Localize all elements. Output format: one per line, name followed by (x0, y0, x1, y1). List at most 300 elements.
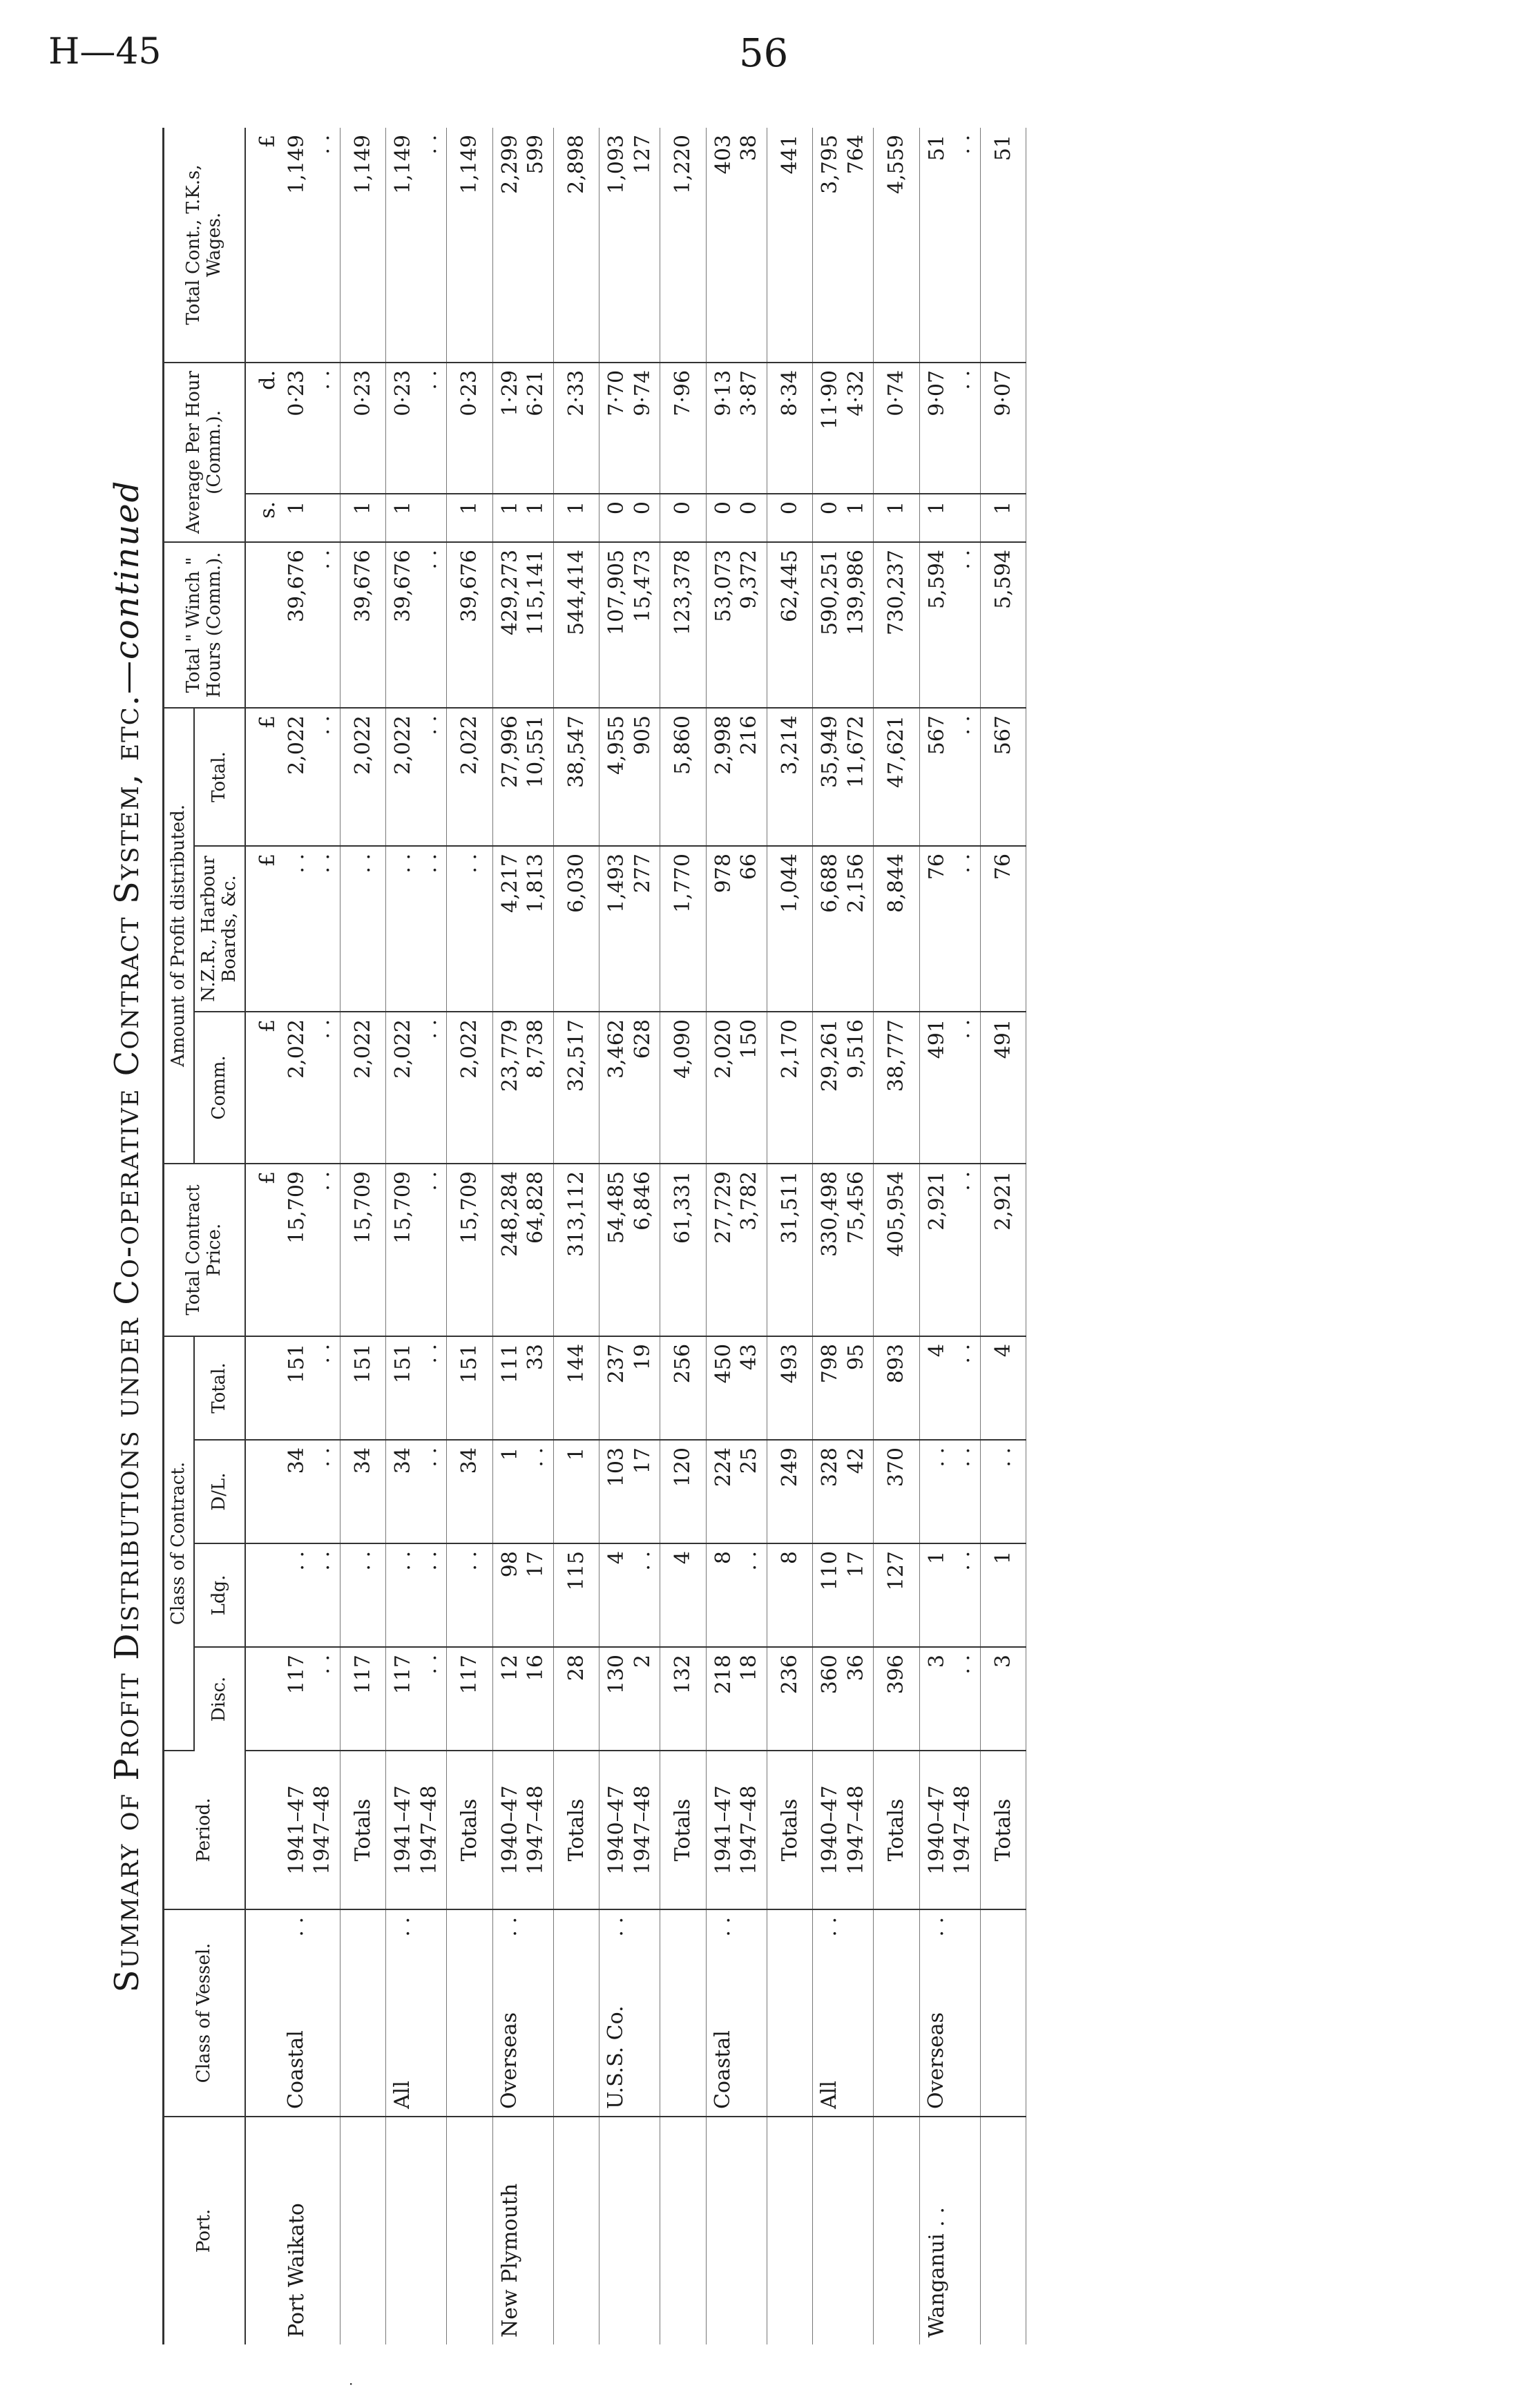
total-profit-total-cell (447, 708, 493, 846)
totals-row (340, 128, 386, 2344)
profit-total-value: 567 (924, 715, 949, 755)
ldg-value: 98 (497, 1551, 522, 1578)
period-value: 1947–48 (737, 1785, 762, 1875)
total-disc-cell (660, 1647, 707, 1751)
total-nzr-value: 76 (990, 853, 1015, 880)
contract-price-value: 3,782 (737, 1171, 762, 1231)
total-contract-price-cell (980, 1164, 1026, 1336)
units-row (245, 128, 280, 2344)
avg-s-value: 1 (843, 501, 868, 515)
avg-s-cell (706, 494, 767, 542)
total-contract-price-value: 31,511 (777, 1171, 802, 1244)
ldg-value: 17 (843, 1551, 868, 1578)
period-value: 1947–48 (416, 1785, 441, 1875)
comm-value: 23,779 (497, 1019, 522, 1092)
avg-d-value: . . (416, 369, 441, 390)
empty-cell (340, 2117, 386, 2344)
comm-cell (813, 1012, 874, 1164)
total-cont-value: 1,093 (604, 134, 629, 194)
total-contract-price-cell (874, 1164, 920, 1336)
winch-hours-cell (599, 542, 660, 708)
total-comm-value: 32,517 (564, 1019, 588, 1092)
totals-label-cell (447, 1751, 493, 1909)
total-dl-cell (553, 1440, 599, 1543)
total-nzr-value: 8,844 (884, 853, 909, 913)
total-comm-cell (874, 1012, 920, 1164)
port-name: Port Waikato (284, 2203, 309, 2338)
total-cell (919, 1336, 980, 1440)
dl-value: 103 (604, 1447, 629, 1487)
table-header (164, 128, 245, 2344)
total-cont-cell (919, 128, 980, 363)
total-value: 111 (497, 1343, 522, 1384)
total-value: . . (950, 1343, 975, 1364)
totals-label: Totals (990, 1798, 1015, 1862)
totals-row (980, 128, 1026, 2344)
table-row (492, 128, 553, 2344)
total-total-cont-cell (660, 128, 707, 363)
total-total-value: 493 (777, 1343, 802, 1384)
total-avg-s-value: 1 (884, 501, 909, 515)
comm-value: 29,261 (818, 1019, 843, 1092)
total-cont-value: . . (950, 134, 975, 155)
profit-total-value: 4,955 (604, 715, 629, 775)
nzr-value: . . (950, 853, 975, 874)
total-avg-d-value: 0·74 (884, 369, 909, 416)
unit-total-cont: £ (245, 128, 280, 363)
total-total-value: 893 (884, 1343, 909, 1384)
nzr-value: . . (391, 853, 416, 874)
total-avg-d-cell (874, 363, 920, 494)
total-nzr-cell (553, 846, 599, 1012)
disc-value: 12 (497, 1655, 522, 1682)
nzr-value: . . (284, 853, 309, 874)
total-total-value: 151 (350, 1343, 375, 1384)
totals-row (553, 128, 599, 2344)
contract-price-value: 15,709 (284, 1171, 309, 1244)
period-cell (919, 1751, 980, 1909)
disc-value: . . (950, 1655, 975, 1675)
total-ldg-value: 115 (564, 1551, 588, 1591)
avg-d-value: 9·13 (711, 369, 736, 416)
total-total-value: 151 (457, 1343, 482, 1384)
winch-hours-value: 39,676 (391, 549, 416, 622)
total-total-cont-value: 1,149 (350, 134, 375, 194)
total-total-cont-cell (767, 128, 813, 363)
total-total-cell (660, 1336, 707, 1440)
total-avg-s-cell (553, 494, 599, 542)
avg-d-cell (919, 363, 980, 494)
total-avg-d-cell (553, 363, 599, 494)
total-ldg-value: 8 (777, 1551, 802, 1565)
total-contract-price-value: 15,709 (457, 1171, 482, 1244)
header-ldg: Ldg. (194, 1543, 245, 1647)
dl-value: 328 (818, 1447, 843, 1487)
total-contract-price-cell (447, 1164, 493, 1336)
dl-value: . . (950, 1447, 975, 1467)
total-dl-value: 249 (777, 1447, 802, 1487)
comm-cell (919, 1012, 980, 1164)
disc-value: 117 (391, 1655, 416, 1695)
total-dl-value: 34 (457, 1447, 482, 1474)
total-cont-value: 2,299 (497, 134, 522, 194)
winch-hours-value: 5,594 (924, 549, 949, 609)
table-row (813, 128, 874, 2344)
unit-comm: £ (245, 1012, 280, 1164)
contract-price-cell (280, 1164, 340, 1336)
total-profit-total-cell (340, 708, 386, 846)
total-avg-s-value: 1 (564, 501, 588, 515)
total-ldg-cell (553, 1543, 599, 1647)
period-cell (813, 1751, 874, 1909)
contract-price-value: . . (310, 1171, 335, 1191)
contract-price-cell (919, 1164, 980, 1336)
ldg-cell (280, 1543, 340, 1647)
nzr-value: 2,156 (843, 853, 868, 913)
profit-total-value: 35,949 (818, 715, 843, 788)
totals-label: Totals (457, 1798, 482, 1862)
total-profit-total-cell (980, 708, 1026, 846)
total-ldg-value: 127 (884, 1551, 909, 1591)
winch-hours-value: 115,141 (524, 549, 548, 636)
avg-s-value: 0 (737, 501, 762, 515)
total-disc-cell (553, 1647, 599, 1751)
avg-s-cell (919, 494, 980, 542)
comm-value: . . (310, 1019, 335, 1039)
total-profit-total-cell (874, 708, 920, 846)
profit-total-value: 2,022 (391, 715, 416, 775)
ldg-value: . . (416, 1551, 441, 1571)
table-row (280, 128, 340, 2344)
nzr-value: 76 (924, 853, 949, 880)
total-winch-hours-cell (447, 542, 493, 708)
winch-hours-value: 39,676 (284, 549, 309, 622)
total-profit-total-cell (553, 708, 599, 846)
total-nzr-cell (447, 846, 493, 1012)
total-disc-cell (767, 1647, 813, 1751)
disc-cell (919, 1647, 980, 1751)
total-cont-cell (599, 128, 660, 363)
total-profit-total-value: 3,214 (777, 715, 802, 775)
dl-value: 17 (630, 1447, 655, 1474)
total-cell (492, 1336, 553, 1440)
total-total-value: 256 (671, 1343, 695, 1384)
total-value: 4 (924, 1343, 949, 1358)
header-class-of-contract: Class of Contract. (164, 1336, 194, 1751)
nzr-cell (492, 846, 553, 1012)
vessel-cell (919, 1909, 980, 2117)
comm-value: 491 (924, 1019, 949, 1059)
ldg-value: . . (391, 1551, 416, 1571)
totals-label: Totals (777, 1798, 802, 1862)
avg-d-value: 7·70 (604, 369, 629, 416)
vessel-cell (706, 1909, 767, 2117)
total-total-cont-value: 1,220 (671, 134, 695, 194)
port-cell (280, 2117, 340, 2344)
total-avg-d-cell (767, 363, 813, 494)
header-nzr: N.Z.R., Harbour Boards, &c. (194, 846, 245, 1012)
vessel-cell (492, 1909, 553, 2117)
winch-hours-value: 429,273 (497, 549, 522, 636)
port-cell (492, 2117, 553, 2344)
header-port: Port. (164, 2117, 245, 2344)
total-comm-cell (980, 1012, 1026, 1164)
contract-price-value: 15,709 (391, 1171, 416, 1244)
total-profit-total-cell (660, 708, 707, 846)
avg-d-value: 9·07 (924, 369, 949, 416)
total-cell (706, 1336, 767, 1440)
header-profit-total: Total. (194, 708, 245, 846)
total-avg-s-value: 1 (350, 501, 375, 515)
winch-hours-cell (919, 542, 980, 708)
profit-total-value: . . (416, 715, 441, 735)
empty-cell (980, 2117, 1026, 2344)
period-cell (492, 1751, 553, 1909)
total-ldg-cell (447, 1543, 493, 1647)
empty-cell (660, 1909, 707, 2117)
dl-value: 224 (711, 1447, 736, 1487)
totals-label-cell (767, 1751, 813, 1909)
unit-avg-d: d. (245, 363, 280, 494)
total-total-cont-value: 4,559 (884, 134, 909, 194)
totals-label-cell (340, 1751, 386, 1909)
period-value: 1947–48 (524, 1785, 548, 1875)
total-comm-value: 2,170 (777, 1019, 802, 1079)
dl-value: . . (310, 1447, 335, 1467)
dl-cell (492, 1440, 553, 1543)
comm-value: 8,738 (524, 1019, 548, 1079)
total-contract-price-cell (553, 1164, 599, 1336)
total-disc-cell (874, 1647, 920, 1751)
period-value: 1947–48 (843, 1785, 868, 1875)
period-value: 1940–47 (818, 1785, 843, 1875)
total-total-cont-value: 51 (990, 134, 1015, 162)
ldg-value: . . (630, 1551, 655, 1571)
empty-cell (874, 1909, 920, 2117)
total-total-cont-cell (340, 128, 386, 363)
winch-hours-value: 53,073 (711, 549, 736, 622)
empty-cell (767, 1909, 813, 2117)
total-dl-cell (767, 1440, 813, 1543)
leader-dots: . . (923, 1917, 948, 1937)
total-contract-price-value: 405,954 (884, 1171, 909, 1258)
total-avg-s-value: 1 (990, 501, 1015, 515)
totals-row (447, 128, 493, 2344)
total-avg-d-cell (447, 363, 493, 494)
empty-cell (980, 1909, 1026, 2117)
header-average-per-hour: Average Per Hour (Comm.). (164, 363, 245, 542)
total-ldg-value: 1 (990, 1551, 1015, 1565)
total-dl-cell (874, 1440, 920, 1543)
total-dl-cell (660, 1440, 707, 1543)
vessel-name: U.S.S. Co. (604, 2005, 629, 2109)
dl-cell (386, 1440, 447, 1543)
total-nzr-value: . . (350, 853, 375, 874)
total-dl-value: . . (990, 1447, 1015, 1467)
total-dl-cell (447, 1440, 493, 1543)
vessel-name: Coastal (283, 2030, 308, 2109)
total-dl-value: 120 (671, 1447, 695, 1487)
contract-price-value: 54,485 (604, 1171, 629, 1244)
port-cell (919, 2117, 980, 2344)
header-total: Total. (194, 1336, 245, 1440)
profit-total-value: . . (310, 715, 335, 735)
dl-value: . . (524, 1447, 548, 1467)
profit-total-value: 11,672 (843, 715, 868, 788)
avg-s-value: 1 (391, 501, 416, 515)
avg-d-value: . . (310, 369, 335, 390)
avg-d-cell (599, 363, 660, 494)
total-cont-value: 1,149 (284, 134, 309, 194)
winch-hours-value: 590,251 (818, 549, 843, 636)
avg-s-value: 1 (924, 501, 949, 515)
contract-price-value: 64,828 (524, 1171, 548, 1244)
period-value: 1941–47 (711, 1785, 736, 1875)
total-cell (280, 1336, 340, 1440)
total-nzr-value: 1,770 (671, 853, 695, 913)
total-value: 450 (711, 1343, 736, 1384)
total-total-cell (340, 1336, 386, 1440)
ldg-cell (919, 1543, 980, 1647)
port-cell (706, 2117, 767, 2344)
nzr-value: . . (416, 853, 441, 874)
period-cell (599, 1751, 660, 1909)
profit-total-value: . . (950, 715, 975, 735)
total-nzr-cell (767, 846, 813, 1012)
profit-total-cell (599, 708, 660, 846)
avg-s-value: 0 (604, 501, 629, 515)
disc-value: 360 (818, 1655, 843, 1695)
total-profit-total-value: 47,621 (884, 715, 909, 788)
total-cont-value: 38 (737, 134, 762, 162)
contract-price-cell (386, 1164, 447, 1336)
header-period: Period. (164, 1751, 245, 1909)
winch-hours-cell (280, 542, 340, 708)
total-winch-hours-cell (874, 542, 920, 708)
period-value: 1941–47 (391, 1785, 416, 1875)
period-value: 1947–48 (630, 1785, 655, 1875)
empty-cell (660, 2117, 707, 2344)
total-avg-s-cell (447, 494, 493, 542)
vessel-cell (813, 1909, 874, 2117)
nzr-cell (386, 846, 447, 1012)
winch-hours-cell (492, 542, 553, 708)
total-winch-hours-value: 544,414 (564, 549, 588, 636)
nzr-cell (599, 846, 660, 1012)
header-contract-price: Total Contract Price. (164, 1164, 245, 1336)
winch-hours-value: . . (416, 549, 441, 570)
period-cell (386, 1751, 447, 1909)
vessel-cell (599, 1909, 660, 2117)
ldg-value: . . (737, 1551, 762, 1571)
total-comm-cell (660, 1012, 707, 1164)
profit-total-cell (706, 708, 767, 846)
total-avg-d-value: 0·23 (457, 369, 482, 416)
total-comm-value: 4,090 (671, 1019, 695, 1079)
avg-d-value: 0·23 (391, 369, 416, 416)
avg-d-value: . . (950, 369, 975, 390)
winch-hours-cell (706, 542, 767, 708)
contract-price-value: . . (416, 1171, 441, 1191)
total-winch-hours-cell (553, 542, 599, 708)
total-total-value: 4 (990, 1343, 1015, 1358)
profit-total-cell (386, 708, 447, 846)
totals-label-cell (553, 1751, 599, 1909)
vessel-name: Overseas (497, 2012, 521, 2109)
dl-value: 25 (737, 1447, 762, 1474)
total-avg-d-cell (980, 363, 1026, 494)
table-row (386, 128, 447, 2344)
port-name: New Plymouth (497, 2183, 522, 2338)
winch-hours-value: 139,986 (843, 549, 868, 636)
total-contract-price-cell (767, 1164, 813, 1336)
page-mark: · (349, 2376, 354, 2392)
disc-cell (813, 1647, 874, 1751)
total-disc-cell (340, 1647, 386, 1751)
total-contract-price-cell (660, 1164, 707, 1336)
total-cont-value: 3,795 (818, 134, 843, 194)
vessel-cell (386, 1909, 447, 2117)
total-total-cont-cell (447, 128, 493, 363)
contract-price-cell (706, 1164, 767, 1336)
avg-s-cell (386, 494, 447, 542)
ldg-value: 17 (524, 1551, 548, 1578)
total-ldg-cell (980, 1543, 1026, 1647)
comm-cell (280, 1012, 340, 1164)
period-cell (706, 1751, 767, 1909)
avg-s-value: 1 (497, 501, 522, 515)
contract-price-cell (599, 1164, 660, 1336)
header-profit-distributed: Amount of Profit distributed. (164, 708, 194, 1164)
total-cont-cell (706, 128, 767, 363)
comm-value: 628 (630, 1019, 655, 1059)
total-avg-s-value: 0 (777, 501, 802, 515)
total-value: 19 (630, 1343, 655, 1371)
total-ldg-value: 4 (671, 1551, 695, 1565)
nzr-cell (813, 846, 874, 1012)
header-comm: Comm. (194, 1012, 245, 1164)
period-value: 1947–48 (950, 1785, 975, 1875)
total-nzr-value: . . (457, 853, 482, 874)
ldg-cell (386, 1543, 447, 1647)
nzr-value: 978 (711, 853, 736, 894)
total-disc-cell (980, 1647, 1026, 1751)
total-winch-hours-cell (660, 542, 707, 708)
total-value: 33 (524, 1343, 548, 1371)
total-avg-d-value: 0·23 (350, 369, 375, 416)
avg-d-cell (492, 363, 553, 494)
port-cell (599, 2117, 660, 2344)
avg-s-cell (813, 494, 874, 542)
avg-s-value: 1 (524, 501, 548, 515)
total-disc-value: 396 (884, 1655, 909, 1695)
totals-label: Totals (671, 1798, 695, 1862)
leader-dots: . . (390, 1917, 415, 1937)
winch-hours-value: . . (950, 549, 975, 570)
vessel-name: All (390, 2081, 415, 2109)
comm-value: . . (416, 1019, 441, 1039)
total-profit-total-value: 2,022 (457, 715, 482, 775)
period-value: 1940–47 (924, 1785, 949, 1875)
total-comm-cell (553, 1012, 599, 1164)
total-cont-cell (280, 128, 340, 363)
avg-d-value: 6·21 (524, 369, 548, 416)
avg-d-value: 3·87 (737, 369, 762, 416)
total-dl-cell (340, 1440, 386, 1543)
profit-total-value: 10,551 (524, 715, 548, 788)
period-value: 1947–48 (310, 1785, 335, 1875)
page-number: 56 (739, 31, 789, 76)
